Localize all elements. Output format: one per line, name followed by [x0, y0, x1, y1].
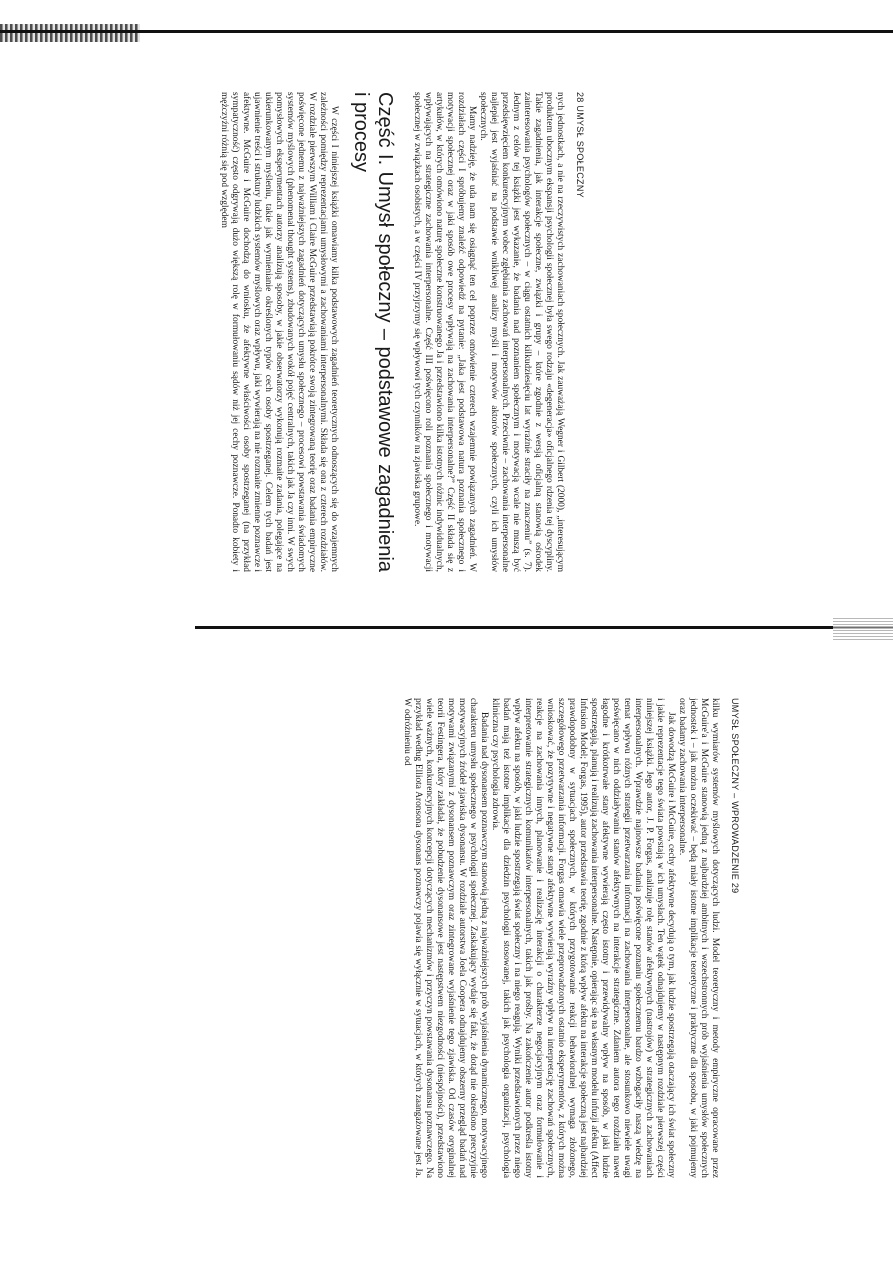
page-28	[145, 92, 585, 572]
paragraph: W części I niniejszej książki omawiamy kilka podstawowych zagadnień teoretycznych odnoszących się do wzajemnych zależności pomiędzy reprezentacjami umysłowymi a zachowaniami interpersonalnymi. Składa się ona z czterech rozdziałów. W rozdziale pierwszym William i Claire McGuire przedstawiają pokrótce swoją zintegrowaną teorię oraz badania empiryczne poświęcone jednemu z najważniejszych zagadnień dotyczących umysłu społecznego – procesowi powstawania świadomych systemów myślowych (phenomenal thought systems), zbudowanych wokół pojęć centralnych, takich jak Ja czy inni. W swych pomysłowych eksperymentach autorzy analizują sposoby, w jakie obserwatorzy wykonują rozmaite zadania, polegające na ukierunkowanym myśleniu, takie jak wymienianie określonych typów cech osoby spostrzeganej. Celem tych badań jest ujawnienie treści i struktury ludzkich systemów myślowych oraz wpływu, jaki wywierają na nie rozmaite zmienne poznawcze i afektywne. McGuire i McGuire dochodzą do wniosku, że afektywne właściwości osoby spostrzeganej (na przykład sympatyczność) często odgrywają dużo większą rolę w formułowaniu sądów niż jej cechy poznawcze. Ponadto kobiety i mężczyźni różnią się pod względem	[219, 92, 339, 572]
paragraph: Mamy nadzieję, że uda nam się osiągnąć ten cel poprzez omówienie czterech wzajemnie powiązanych zagadnień. W rozdziałach części I spróbujemy znaleźć odpowiedź na pytanie: „Jaka jest podstawowa natura poznania społecznego i motywacji społecznej oraz w jaki sposób owe procesy wpływają na zachowania interpersonalne?” Część II składa się z artykułów, w których omówiono naturę społeczne konstruowanego Ja i przedstawiono kilka istotnych różnic indywidualnych, wpływających na strategiczne zachowania interpersonalne. Część III poświęcono roli poznania społecznego i motywacji społecznej w związkach osobistych, a w części IV przyjrzymy się wpływowi tych czynników na zjawiska grupowe.	[412, 92, 477, 572]
spine-line	[195, 626, 893, 629]
scan-top-edge	[0, 24, 893, 44]
page-edge-line	[0, 30, 893, 33]
book-spine-fold	[0, 618, 893, 640]
paragraph: nych jednostkach, a nie na rzeczywistych zachowaniach społecznych. Jak zauważają Wegner i Gilbert (2000), „interesującym produktem ubocznym ekspansji psychologii społecznej była swego rodzaju «degeneracja» oficjalnego rdzenia tej dyscypliny. Takie zagadnienia, jak interakcje społeczne, związki i grupy – które zgodnie z wersją oficjalną stanowią ośrodek zainteresowania psychologów społecznych – w ciągu ostatnich kilkudziesięciu lat wyraźnie straciły na znaczeniu” (s. 7). Jednym z celów tej książki jest wykazanie, że badania nad poznaniem społecznym i motywacją wcale nie muszą być przedsięwzięciem konkurencyjnym wobec zgłębiania zachowań interpersonalnych. Przeciwnie – zachowania interpersonalne najlepiej jest wyjaśniać na podstawie wnikliwej analizy myśli i motywów aktorów społecznych, czyli ich umysłów społecznych.	[478, 92, 565, 572]
running-head-left	[571, 92, 585, 572]
section-title: Część I. Umysł społeczny – podstawowe zagadnienia i procesy	[350, 92, 396, 572]
running-head-text: 28 UMYSŁ SPOŁECZNY	[575, 92, 585, 198]
scan-smudge	[0, 24, 140, 42]
scan-smudge-right	[833, 618, 893, 640]
paragraph: kilku wymiarów systemów myślowych dotyczących ludzi. Model teoretyczny i metody empiryczne opracowane przez McGuire'a i McGuire stanowią jedną z najbardziej ambitnych i wszechstronnych prób wyjaśnienia umysłów społecznych jednostek i – jak można oczekiwać – będą miały istotne implikacje teoretyczne i praktyczne dla sposobu, w jaki pojmujemy oraz badamy zachowania interpersonalne.	[677, 698, 720, 1178]
running-head-text: UMYSŁ SPOŁECZNY – WPROWADZENIE 29	[730, 698, 740, 894]
paragraph: Jak dowodzą McGuire i McGuire, cechy afektywne decydują o tym, jak ludzie spostrzegają otaczający ich świat społeczny i jakie reprezentacje tego świata powstają w ich umysłach. Ten wątek odnajdujemy w następnym rozdziale pierwszej części niniejszej książki. Jego autor, J. P. Forgas, analizuje rolę stanów afektywnych (nastrojów) w strategicznych zachowaniach interpersonalnych. Wprawdzie najnowsze badania poświęcone poznaniu społecznemu bardzo wzbogaciły naszą wiedzę na temat wpływu różnych strategii przetwarzania informacji na zachowania interpersonalne, ale stosunkowo niewiele uwagi poświęcano w nich oddziaływaniu stanów afektywnych na interakcje strategiczne. Zdaniem autora tego rozdziału nawet łagodne i krótkotrwałe stany afektywne wywierają często istotny i przewidywalny wpływ na sposób, w jaki ludzie spostrzegają, planują i realizują zachowania interpersonalne. Następnie, opierając się na własnym modelu infuzji afektu (Affect Infusion Model; Forgas, 1995), autor przedstawia teorię, zgodnie z którą wpływ afektu na interakcje społeczną jest najbardziej prawdopodobny w sytuacjach społecznych, w których przygotowanie reakcji behawioralnej wymaga złożonego, szczegółowego przetwarzania informacji. Forgas omawia wiele przeprowadzonych ostatnio eksperymentów, z których można wnioskować, że pozytywne i negatywne stany afektywne wywierają wyraźny wpływ na interpretację zachowań społecznych, reakcje na zachowania innych, planowanie i realizację interakcji o charakterze negocjacyjnym oraz formułowanie i interpretowanie strategicznych komunikatów interpersonalnych, takich jak prośby. Na zakończenie autor podkreśla istotny wpływ afektu na sposób, w jaki ludzie spostrzegają świat społeczny i na niego reagują. Wyniki przedstawionych przez niego badań mają też istotne implikacje dla dziedzin psychologii stosowanej, takich jak psychologia organizacji, psychologia kliniczna czy psychologia zdrowia.	[490, 698, 676, 1178]
running-head-right	[726, 698, 740, 1178]
paragraph: Badania nad dysonansem poznawczym stanowią jedną z najważniejszych prób wyjaśnienia dynamicznego, motywacyjnego charakteru umysłu społecznego w psychologii społecznej. Zaskakujący wydaje się fakt, że dotąd nie określono precyzyjnie motywacyjnych źródeł zjawiska dysonansu. W rozdziale autorstwa Joela Coopera odnajdujemy obszerny przegląd badań nad motywami związanymi z dysonansem poznawczym oraz zintegrowane wyjaśnienie tego zjawiska. Od czasów oryginalnej teorii Festingera, który zakładał, że pobudzenie dysonansowe jest następstwem niezgodności (niespójności), przedstawiono wiele ważnych, konkurencyjnych koncepcji dotyczących mechanizmów i przyczyn powstawania dysonansu poznawczego. Na przykład według Elliota Aronsona dysonans poznawczy pojawia się wyłącznie w sytuacjach, w których zaangażowane jest Ja. W odróżnieniu od	[402, 698, 489, 1178]
page-29	[300, 698, 740, 1178]
